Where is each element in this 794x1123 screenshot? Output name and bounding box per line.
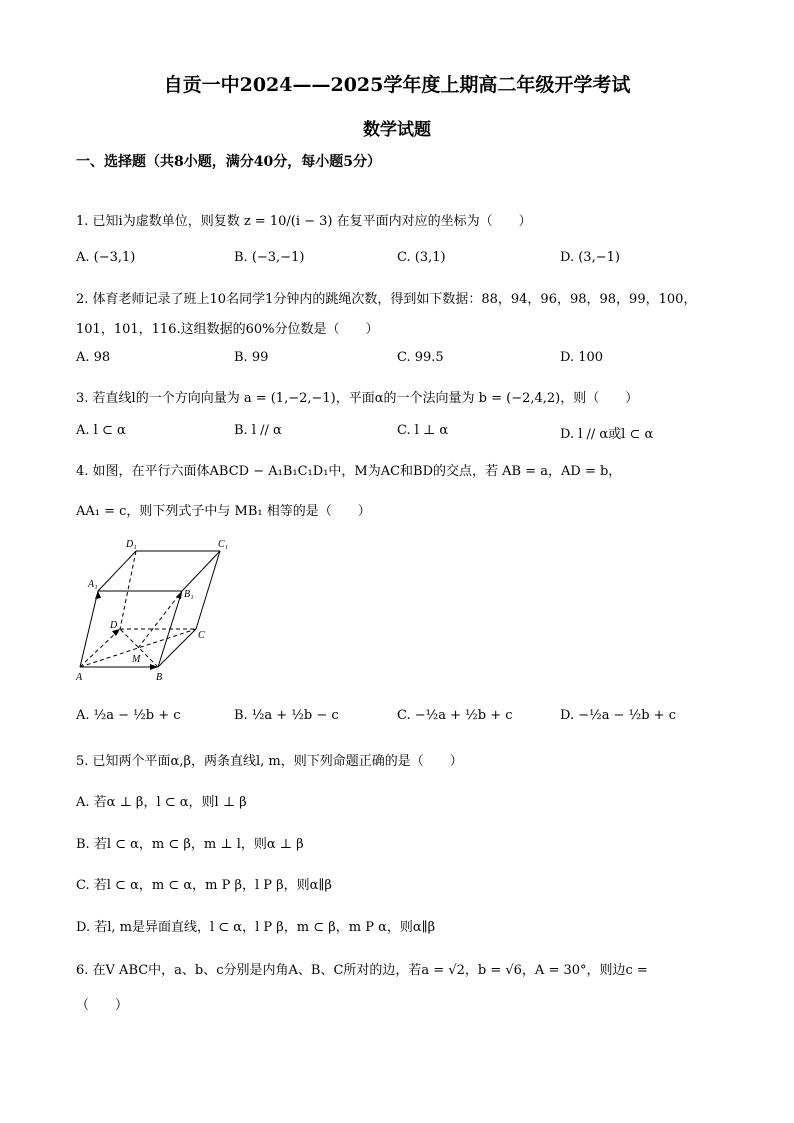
q3-option-c: C. l ⊥ α [397,423,449,438]
q5-option-b: B. 若l ⊂ α，m ⊂ β，m ⊥ l，则α ⊥ β [76,837,304,852]
question-5-stem: 5. 已知两个平面α,β，两条直线l, m，则下列命题正确的是（ ） [76,754,463,769]
question-6-stem-line2: （ ） [76,998,129,1013]
parallelepiped-figure [70,535,240,685]
label-a1: A₁ [88,579,98,590]
q1-option-b: B. (−3,−1) [234,250,305,265]
exam-subtitle: 数学试题 [363,120,431,140]
question-2-stem-line1: 2. 体育老师记录了班上10名同学1分钟内的跳绳次数，得到如下数据：88，94，96，98，98，99，100， [76,292,697,307]
label-c: C [198,630,205,641]
q5-option-c: C. 若l ⊂ α，m ⊂ α，m P β，l P β，则α∥β [76,878,332,893]
section-heading: 一、选择题（共8小题，满分40分，每小题5分） [76,154,381,170]
q1-option-c: C. (3,1) [397,250,446,265]
label-a: A [76,672,83,683]
q2-option-a: A. 98 [76,350,111,365]
label-b: B [156,672,163,683]
label-m: M [132,654,141,665]
question-1-stem: 1. 已知i为虚数单位，则复数 z = 10/(i − 3) 在复平面内对应的坐标为（ ） [76,214,532,229]
question-4-stem-line1: 4. 如图，在平行六面体ABCD − A₁B₁C₁D₁中，M为AC和BD的交点，若 AB = a，AD = b， [76,464,622,479]
question-2-stem-line2: 101，101，116.这组数据的60%分位数是（ ） [76,322,379,337]
question-6-stem-line1: 6. 在V ABC中，a、b、c分别是内角A、B、C所对的边，若a = √2，b = √6，A = 30°，则边c = [76,963,648,978]
q2-option-b: B. 99 [234,350,269,365]
q1-option-a: A. (−3,1) [76,250,136,265]
question-3-stem: 3. 若直线l的一个方向向量为 a = (1,−2,−1)，平面α的一个法向量为 b = (−2,4,2)，则（ ） [76,391,639,406]
label-d: D [110,620,118,631]
label-b1: B₁ [184,589,194,600]
q4-option-d: D. −½a − ½b + c [560,708,676,723]
q2-option-c: C. 99.5 [397,350,444,365]
label-d1: D₁ [126,539,137,550]
q4-option-c: C. −½a + ½b + c [397,708,513,723]
q3-option-a: A. l ⊂ α [76,423,126,438]
q3-option-b: B. l // α [234,423,282,438]
q4-option-a: A. ½a − ½b + c [76,708,181,723]
q5-option-a: A. 若α ⊥ β，l ⊂ α，则l ⊥ β [76,795,247,810]
q3-option-d: D. l // α或l ⊂ α [560,427,654,442]
q5-option-d: D. 若l, m是异面直线，l ⊂ α，l P β，m ⊂ β，m P α，则α∥β [76,920,436,935]
q1-option-d: D. (3,−1) [560,250,620,265]
exam-title: 自贡一中2024——2025学年度上期高二年级开学考试 [163,74,631,96]
q4-option-b: B. ½a + ½b − c [234,708,339,723]
q2-option-d: D. 100 [560,350,604,365]
label-c1: C₁ [218,539,229,550]
question-4-stem-line2: AA₁ = c，则下列式子中与 MB₁ 相等的是（ ） [76,504,371,519]
